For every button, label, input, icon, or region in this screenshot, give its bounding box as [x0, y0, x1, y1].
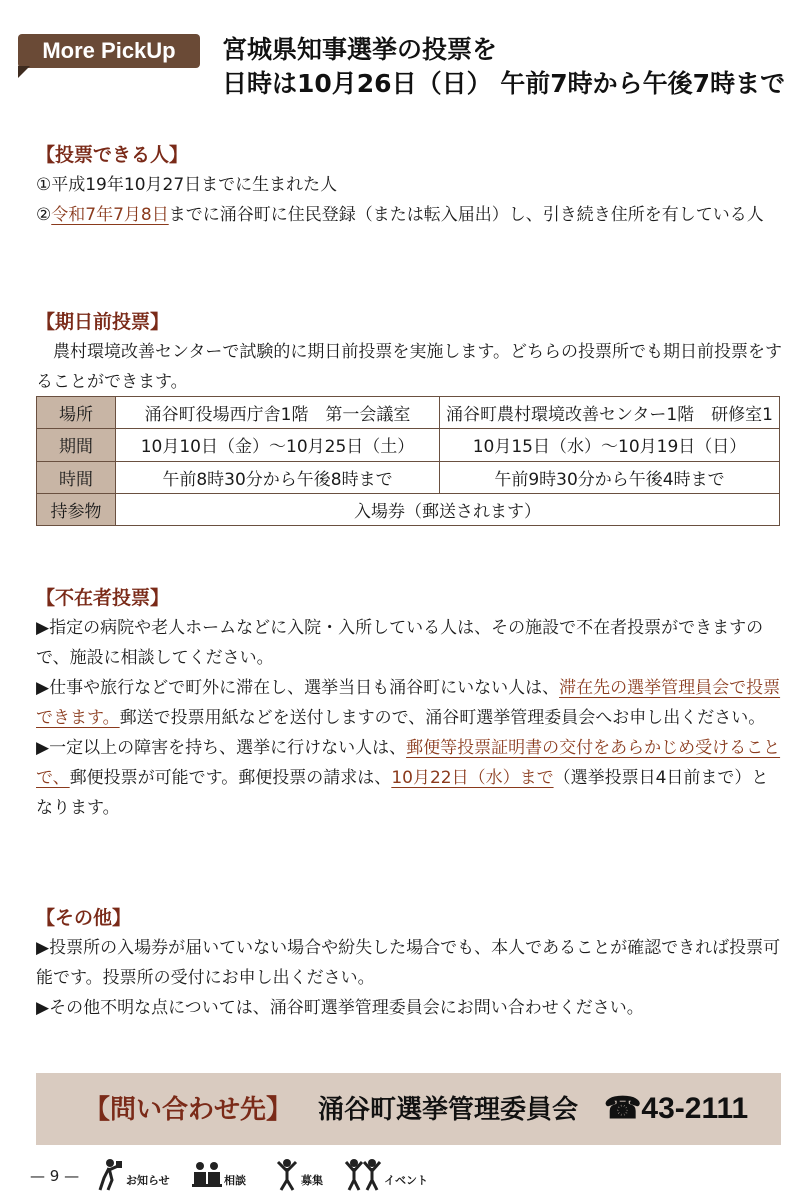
notice-icon [98, 1158, 124, 1192]
who-item-2 [36, 200, 784, 230]
other-p1: ▶投票所の入場券が届いていない場合や紛失した場合でも、本人であることが確認できれば投票可能です。投票所の受付にお申し出ください。 [36, 938, 781, 988]
who-item-1: ①平成19年10月27日までに生まれた人 [36, 175, 338, 195]
cell-place-a: 涌谷町役場西庁舎1階 第一会議室 [116, 397, 440, 429]
cell-bring: 入場券（郵送されます） [116, 493, 780, 525]
row-label-time: 時間 [37, 461, 116, 493]
contact-box [36, 1073, 781, 1145]
absentee-p3-post: （選挙投票日4日前まで）となります。 [36, 768, 769, 818]
cell-time-b: 午前9時30分から午後4時まで [440, 461, 780, 493]
other-section [36, 903, 784, 1023]
row-label-period: 期間 [37, 429, 116, 461]
cell-period-b: 10月15日（水）～10月19日（日） [440, 429, 780, 461]
footer [30, 1158, 480, 1194]
badge-tail [18, 66, 30, 78]
page-number: — 9 — [30, 1167, 80, 1185]
early-desc: 農村環境改善センターで試験的に期日前投票を実施します。どちらの投票所でも期日前投票をすることができます。 [36, 342, 782, 392]
footer-notice-label: お知らせ [126, 1174, 170, 1187]
early-heading: 【期日前投票】 [36, 311, 170, 333]
event-icon [344, 1158, 384, 1192]
contact-org: 涌谷町選挙管理委員会 [318, 1095, 579, 1125]
who-heading: 【投票できる人】 [36, 144, 189, 166]
footer-recruit-label: 募集 [301, 1174, 323, 1187]
cell-time-a: 午前8時30分から午後8時まで [116, 461, 440, 493]
absentee-p3-mid: 郵便投票が可能です。郵便投票の請求は、 [69, 768, 392, 788]
who-section [36, 140, 784, 230]
early-voting-table [36, 396, 780, 526]
table-row-time [37, 461, 780, 493]
absentee-p2-link: 滞在先の選挙管理員会で投票できます。 [36, 678, 781, 728]
title-line-2: 日時は10月26日（日） 午前7時から午後7時まで [222, 69, 786, 98]
title-line-1: 宮城県知事選挙の投票を [222, 35, 498, 64]
absentee-p3 [36, 733, 784, 823]
row-label-bring: 持参物 [37, 493, 116, 525]
contact-label: 【問い合わせ先】 [84, 1095, 293, 1125]
footer-event-label: イベント [384, 1174, 428, 1187]
other-heading: 【その他】 [36, 907, 132, 929]
consult-icon [192, 1158, 222, 1192]
page-title [222, 33, 785, 101]
table-row-bring [37, 493, 780, 525]
contact-tel: ☎43-2111 [604, 1092, 749, 1125]
early-section [36, 307, 784, 397]
absentee-p1: ▶指定の病院や老人ホームなどに入院・入所している人は、その施設で不在者投票ができますので、施設に相談してください。 [36, 618, 764, 668]
who-item-2-rest: までに涌谷町に住民登録（または転入届出）し、引き続き住所を有している人 [168, 205, 764, 225]
who-item-2-prefix: ② [36, 205, 52, 225]
row-label-place: 場所 [37, 397, 116, 429]
absentee-p3-link: 郵便等投票証明書の交付をあらかじめ受けることで、 [36, 738, 781, 788]
absentee-p3-link-2: 10月22日（水）まで [391, 768, 554, 788]
absentee-p2-post: 郵送で投票用紙などを送付しますので、涌谷町選挙管理委員会へお申し出ください。 [119, 708, 766, 728]
absentee-section [36, 583, 784, 823]
absentee-heading: 【不在者投票】 [36, 587, 170, 609]
cell-period-a: 10月10日（金）～10月25日（土） [116, 429, 440, 461]
cell-place-b: 涌谷町農村環境改善センター1階 研修室1 [440, 397, 780, 429]
who-date-link: 令和7年7月8日 [51, 205, 169, 225]
absentee-p2-pre: ▶仕事や旅行などで町外に滞在し、選挙当日も涌谷町にいない人は、 [36, 678, 560, 698]
table-row-period [37, 429, 780, 461]
table-row-place [37, 397, 780, 429]
more-pickup-badge: More PickUp [18, 34, 200, 68]
footer-consult-label: 相談 [224, 1174, 246, 1187]
absentee-p2 [36, 673, 784, 733]
recruit-icon [274, 1158, 300, 1192]
absentee-p3-pre: ▶一定以上の障害を持ち、選挙に行けない人は、 [36, 738, 407, 758]
other-p2: ▶その他不明な点については、涌谷町選挙管理委員会にお問い合わせください。 [36, 998, 644, 1018]
